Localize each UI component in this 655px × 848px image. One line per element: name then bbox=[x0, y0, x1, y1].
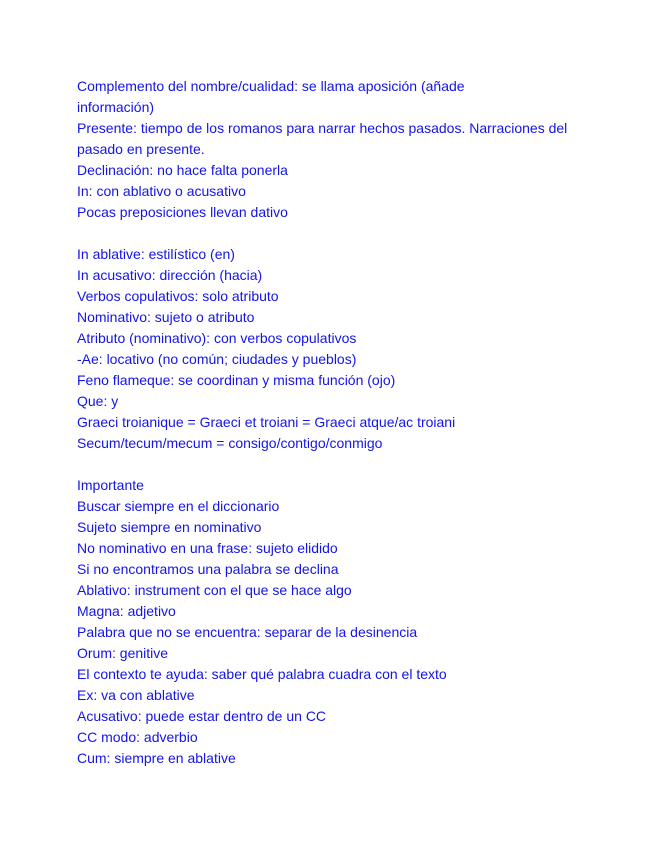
note-line: Atributo (nominativo): con verbos copulativos bbox=[77, 330, 357, 346]
note-line: Si no encontramos una palabra se declina bbox=[77, 561, 339, 577]
note-line: Ex: va con ablative bbox=[77, 687, 195, 703]
note-line: No nominativo en una frase: sujeto elidido bbox=[77, 540, 338, 556]
note-line: Palabra que no se encuentra: separar de la desinencia bbox=[77, 624, 418, 640]
section-heading: Importante bbox=[77, 477, 144, 493]
note-line: Pocas preposiciones llevan dativo bbox=[77, 204, 288, 220]
note-line: Presente: tiempo de los romanos para narrar hechos pasados. Narraciones del pasado en presente. bbox=[77, 120, 568, 157]
note-line: Secum/tecum/mecum = consigo/contigo/conmigo bbox=[77, 435, 383, 451]
note-line: Declinación: no hace falta ponerla bbox=[77, 162, 288, 178]
note-line: Feno flameque: se coordinan y misma función (ojo) bbox=[77, 372, 396, 388]
note-line: CC modo: adverbio bbox=[77, 729, 198, 745]
note-line: Cum: siempre en ablative bbox=[77, 750, 236, 766]
note-line: Nominativo: sujeto o atributo bbox=[77, 309, 255, 325]
note-line: In: con ablativo o acusativo bbox=[77, 183, 246, 199]
note-line: In ablative: estilístico (en) bbox=[77, 246, 235, 262]
note-line: Complemento del nombre/cualidad: se llama aposición (añade información) bbox=[77, 78, 465, 115]
paragraph-spacer bbox=[77, 454, 597, 475]
note-line: Ablativo: instrument con el que se hace algo bbox=[77, 582, 352, 598]
note-line: Sujeto siempre en nominativo bbox=[77, 519, 262, 535]
note-line: Buscar siempre en el diccionario bbox=[77, 498, 280, 514]
note-line: -Ae: locativo (no común; ciudades y pueblos) bbox=[77, 351, 357, 367]
notes-section-3 bbox=[77, 475, 597, 769]
note-line: Orum: genitive bbox=[77, 645, 169, 661]
notes-section-1 bbox=[77, 76, 597, 223]
paragraph-spacer bbox=[77, 223, 597, 244]
notes-section-2 bbox=[77, 244, 597, 454]
note-line: Acusativo: puede estar dentro de un CC bbox=[77, 708, 327, 724]
document-page bbox=[77, 76, 597, 769]
note-line: In acusativo: dirección (hacia) bbox=[77, 267, 263, 283]
note-line: Verbos copulativos: solo atributo bbox=[77, 288, 279, 304]
note-line: Graeci troianique = Graeci et troiani = Graeci atque/ac troiani bbox=[77, 414, 456, 430]
note-line: Magna: adjetivo bbox=[77, 603, 176, 619]
note-line: Que: y bbox=[77, 393, 119, 409]
note-line: El contexto te ayuda: saber qué palabra cuadra con el texto bbox=[77, 666, 447, 682]
